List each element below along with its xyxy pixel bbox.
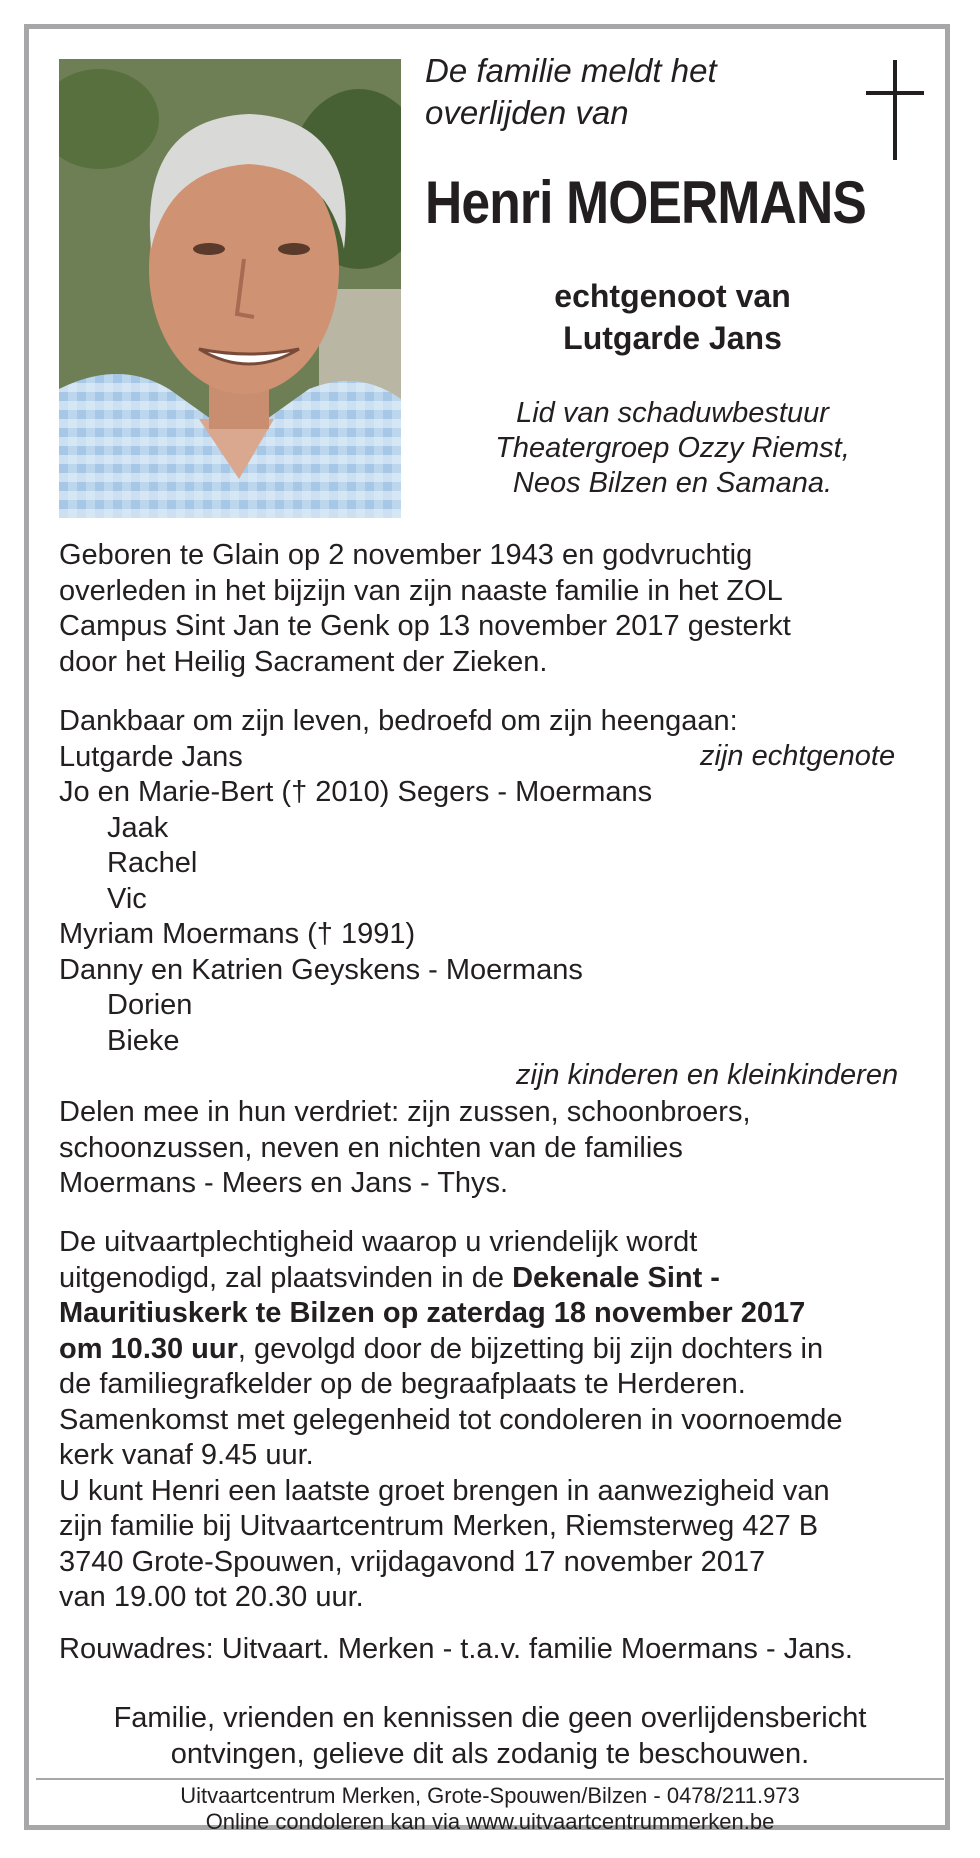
child-3: Danny en Katrien Geyskens - Moermans bbox=[59, 953, 583, 986]
child-2: Myriam Moermans († 1991) bbox=[59, 918, 416, 950]
footer-line-1: Uitvaartcentrum Merken, Grote-Spouwen/Bilzen - 0478/211.973 bbox=[180, 1783, 800, 1808]
spouse-line-1: echtgenoot van bbox=[554, 278, 791, 314]
footer-line-2: Online condoleren kan via www.uitvaartcentrummerken.be bbox=[205, 1809, 775, 1834]
funeral-line-10: 3740 Grote-Spouwen, vrijdagavond 17 november 2017 bbox=[59, 1545, 766, 1578]
footer-divider bbox=[36, 1778, 944, 1780]
deceased-name: Henri MOERMANS bbox=[425, 169, 866, 236]
birth-paragraph bbox=[59, 538, 791, 680]
cross-icon bbox=[866, 60, 924, 160]
portrait-illustration bbox=[59, 59, 401, 518]
intro-line-2: overlijden van bbox=[425, 94, 629, 131]
funeral-line-5: de familiegrafkelder op de begraafplaats te Herderen. bbox=[59, 1368, 746, 1400]
children-role: zijn kinderen en kleinkinderen bbox=[516, 1059, 899, 1091]
funeral-line-2 bbox=[59, 1261, 842, 1297]
membership-line-1: Lid van schaduwbestuur bbox=[516, 397, 829, 429]
share-line-2: schoonzussen, neven en nichten van de families bbox=[59, 1131, 683, 1164]
footer bbox=[36, 1783, 944, 1835]
share-line-3: Moermans - Meers en Jans - Thys. bbox=[59, 1167, 509, 1199]
closing-line-2: ontvingen, gelieve dit als zodanig te beschouwen. bbox=[170, 1738, 810, 1770]
family-list bbox=[59, 704, 738, 1059]
birth-line-3: Campus Sint Jan te Genk op 13 november 2017 gesterkt bbox=[59, 610, 791, 642]
share-paragraph bbox=[59, 1095, 751, 1202]
share-line-1: Delen mee in hun verdriet: zijn zussen, schoonbroers, bbox=[59, 1096, 751, 1128]
funeral-time: om 10.30 uur bbox=[59, 1332, 238, 1365]
funeral-line-7: kerk vanaf 9.45 uur. bbox=[59, 1439, 314, 1471]
child-1: Jo en Marie-Bert († 2010) Segers - Moermans bbox=[59, 776, 653, 808]
spouse-line-2: Lutgarde Jans bbox=[563, 320, 782, 356]
funeral-line-6: Samenkomst met gelegenheid tot condoleren in voornoemde bbox=[59, 1403, 843, 1436]
family-intro: Dankbaar om zijn leven, bedroefd om zijn heengaan: bbox=[59, 705, 738, 737]
intro-line-1: De familie meldt het bbox=[425, 52, 717, 89]
funeral-line-2-plain: uitgenodigd, zal plaatsvinden in de bbox=[59, 1261, 513, 1294]
funeral-line-11: van 19.00 tot 20.30 uur. bbox=[59, 1581, 364, 1613]
membership-line-3: Neos Bilzen en Samana. bbox=[512, 467, 833, 499]
grandchild: Bieke bbox=[107, 1024, 180, 1057]
spouse-role: zijn echtgenote bbox=[700, 740, 896, 772]
spouse-name: Lutgarde Jans bbox=[59, 740, 243, 773]
birth-line-1: Geboren te Glain op 2 november 1943 en godvruchtig bbox=[59, 539, 753, 571]
mourning-address: Rouwadres: Uitvaart. Merken - t.a.v. familie Moermans - Jans. bbox=[59, 1633, 853, 1665]
church-name-date: Mauritiuskerk te Bilzen op zaterdag 18 november 2017 bbox=[59, 1297, 806, 1329]
birth-line-4: door het Heilig Sacrament der Zieken. bbox=[59, 645, 548, 678]
membership-block bbox=[440, 396, 905, 501]
spouse-block bbox=[425, 275, 920, 359]
funeral-line-4-plain: , gevolgd door de bijzetting bij zijn dochters in bbox=[237, 1332, 824, 1365]
funeral-line-3 bbox=[59, 1296, 842, 1332]
closing-line-1: Familie, vrienden en kennissen die geen overlijdensbericht bbox=[113, 1702, 867, 1734]
membership-line-2: Theatergroep Ozzy Riemst, bbox=[495, 432, 850, 464]
funeral-line-8: U kunt Henri een laatste groet brengen in aanwezigheid van bbox=[59, 1474, 830, 1507]
birth-line-2: overleden in het bijzijn van zijn naaste familie in het ZOL bbox=[59, 574, 783, 607]
grandchild: Dorien bbox=[107, 989, 193, 1021]
funeral-line-4 bbox=[59, 1332, 842, 1368]
intro-text bbox=[425, 50, 717, 134]
funeral-paragraph bbox=[59, 1225, 842, 1616]
grandchild: Vic bbox=[107, 882, 147, 915]
funeral-line-1: De uitvaartplechtigheid waarop u vriendelijk wordt bbox=[59, 1226, 698, 1258]
funeral-line-9: zijn familie bij Uitvaartcentrum Merken, Riemsterweg 427 B bbox=[59, 1510, 819, 1542]
grandchild: Rachel bbox=[107, 847, 198, 879]
portrait-photo bbox=[59, 59, 401, 518]
church-name-start: Dekenale Sint - bbox=[512, 1261, 720, 1294]
closing-note bbox=[59, 1700, 921, 1772]
grandchild: Jaak bbox=[107, 811, 169, 844]
